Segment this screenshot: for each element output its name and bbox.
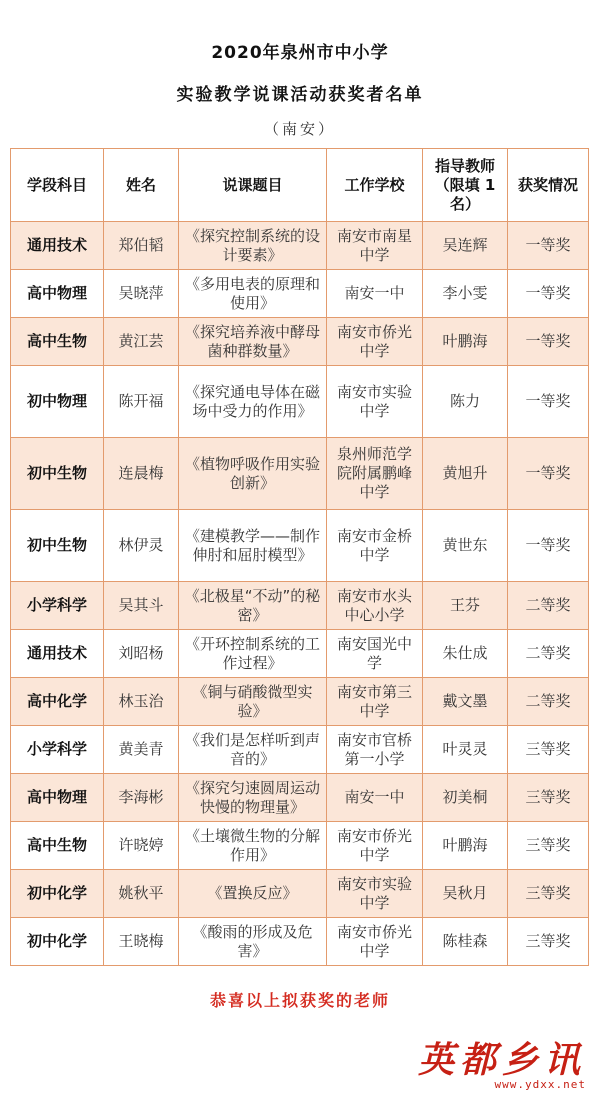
- cell-teacher: 吴秋月: [423, 870, 508, 918]
- table-row: [11, 366, 589, 438]
- cell-school: 南安市南星中学: [327, 222, 423, 270]
- cell-award: 三等奖: [508, 726, 589, 774]
- cell-subject: 通用技术: [11, 630, 104, 678]
- cell-topic: 《探究培养液中酵母菌种群数量》: [179, 318, 327, 366]
- page-title: 2020年泉州市中小学: [211, 43, 389, 63]
- cell-subject: 初中物理: [11, 366, 104, 438]
- cell-subject: 初中化学: [11, 918, 104, 966]
- cell-topic: 《探究控制系统的设计要素》: [179, 222, 327, 270]
- cell-name: 王晓梅: [104, 918, 179, 966]
- cell-award: 三等奖: [508, 870, 589, 918]
- cell-topic: 《北极星“不动”的秘密》: [179, 582, 327, 630]
- cell-subject: 小学科学: [11, 582, 104, 630]
- cell-school: 泉州师范学院附属鹏峰中学: [327, 438, 423, 510]
- cell-topic: 《探究匀速圆周运动快慢的物理量》: [179, 774, 327, 822]
- cell-school: 南安市侨光中学: [327, 822, 423, 870]
- cell-topic: 《建模教学——制作伸肘和屈肘模型》: [179, 510, 327, 582]
- table-row: [11, 918, 589, 966]
- cell-topic: 《开环控制系统的工作过程》: [179, 630, 327, 678]
- cell-teacher: 黄世东: [423, 510, 508, 582]
- cell-teacher: 朱仕成: [423, 630, 508, 678]
- cell-subject: 初中化学: [11, 870, 104, 918]
- cell-award: 二等奖: [508, 630, 589, 678]
- cell-name: 郑伯韬: [104, 222, 179, 270]
- cell-name: 姚秋平: [104, 870, 179, 918]
- cell-teacher: 初美桐: [423, 774, 508, 822]
- cell-award: 二等奖: [508, 582, 589, 630]
- cell-topic: 《酸雨的形成及危害》: [179, 918, 327, 966]
- cell-school: 南安国光中学: [327, 630, 423, 678]
- table-row: [11, 678, 589, 726]
- cell-topic: 《植物呼吸作用实验创新》: [179, 438, 327, 510]
- table-row: [11, 870, 589, 918]
- cell-award: 一等奖: [508, 318, 589, 366]
- cell-school: 南安市金桥中学: [327, 510, 423, 582]
- cell-school: 南安市侨光中学: [327, 918, 423, 966]
- cell-topic: 《我们是怎样听到声音的》: [179, 726, 327, 774]
- cell-teacher: 叶鹏海: [423, 822, 508, 870]
- cell-topic: 《土壤微生物的分解作用》: [179, 822, 327, 870]
- table-row: [11, 318, 589, 366]
- cell-subject: 高中物理: [11, 270, 104, 318]
- cell-teacher: 吴连辉: [423, 222, 508, 270]
- cell-school: 南安市水头中心小学: [327, 582, 423, 630]
- cell-teacher: 李小雯: [423, 270, 508, 318]
- column-header: 学段科目: [11, 149, 104, 222]
- cell-topic: 《铜与硝酸微型实验》: [179, 678, 327, 726]
- cell-award: 三等奖: [508, 822, 589, 870]
- cell-subject: 高中生物: [11, 822, 104, 870]
- cell-name: 连晨梅: [104, 438, 179, 510]
- cell-teacher: 陈桂森: [423, 918, 508, 966]
- cell-name: 许晓婷: [104, 822, 179, 870]
- table-row: [11, 510, 589, 582]
- cell-teacher: 叶鹏海: [423, 318, 508, 366]
- page-heading: 实验教学说课活动获奖者名单: [176, 85, 424, 105]
- cell-name: 林玉治: [104, 678, 179, 726]
- page-subtitle: （南安）: [263, 120, 336, 138]
- column-header: 指导教师（限填 1 名）: [423, 149, 508, 222]
- cell-teacher: 黄旭升: [423, 438, 508, 510]
- cell-school: 南安市第三中学: [327, 678, 423, 726]
- column-header: 工作学校: [327, 149, 423, 222]
- cell-school: 南安市官桥第一小学: [327, 726, 423, 774]
- cell-subject: 高中物理: [11, 774, 104, 822]
- table-row: [11, 774, 589, 822]
- cell-teacher: 陈力: [423, 366, 508, 438]
- cell-award: 一等奖: [508, 270, 589, 318]
- cell-name: 黄江芸: [104, 318, 179, 366]
- table-row: [11, 222, 589, 270]
- cell-school: 南安一中: [327, 774, 423, 822]
- cell-name: 吴其斗: [104, 582, 179, 630]
- cell-subject: 小学科学: [11, 726, 104, 774]
- cell-award: 一等奖: [508, 366, 589, 438]
- cell-name: 李海彬: [104, 774, 179, 822]
- site-logo: [417, 1032, 586, 1092]
- cell-name: 陈开福: [104, 366, 179, 438]
- cell-name: 林伊灵: [104, 510, 179, 582]
- cell-school: 南安市实验中学: [327, 366, 423, 438]
- cell-subject: 初中生物: [11, 438, 104, 510]
- cell-teacher: 王芬: [423, 582, 508, 630]
- cell-teacher: 叶灵灵: [423, 726, 508, 774]
- logo-text: 英都乡讯: [417, 1039, 586, 1081]
- cell-award: 二等奖: [508, 678, 589, 726]
- cell-school: 南安市侨光中学: [327, 318, 423, 366]
- logo-url: www.ydxx.net: [494, 1078, 586, 1091]
- cell-award: 一等奖: [508, 510, 589, 582]
- cell-name: 吴晓萍: [104, 270, 179, 318]
- cell-award: 三等奖: [508, 918, 589, 966]
- cell-school: 南安一中: [327, 270, 423, 318]
- cell-name: 黄美青: [104, 726, 179, 774]
- cell-topic: 《置换反应》: [179, 870, 327, 918]
- cell-subject: 高中生物: [11, 318, 104, 366]
- cell-topic: 《多用电表的原理和使用》: [179, 270, 327, 318]
- table-row: [11, 726, 589, 774]
- table-row: [11, 630, 589, 678]
- column-header: 说课题目: [179, 149, 327, 222]
- cell-subject: 初中生物: [11, 510, 104, 582]
- table-row: [11, 438, 589, 510]
- cell-award: 一等奖: [508, 438, 589, 510]
- cell-award: 三等奖: [508, 774, 589, 822]
- table-row: [11, 270, 589, 318]
- table-row: [11, 822, 589, 870]
- congratulations-text: 恭喜以上拟获奖的老师: [209, 991, 390, 1010]
- table-header-row: [11, 149, 589, 222]
- cell-subject: 高中化学: [11, 678, 104, 726]
- column-header: 姓名: [104, 149, 179, 222]
- table-row: [11, 582, 589, 630]
- column-header: 获奖情况: [508, 149, 589, 222]
- cell-award: 一等奖: [508, 222, 589, 270]
- cell-topic: 《探究通电导体在磁场中受力的作用》: [179, 366, 327, 438]
- cell-school: 南安市实验中学: [327, 870, 423, 918]
- cell-teacher: 戴文墨: [423, 678, 508, 726]
- awards-table: [10, 148, 589, 966]
- cell-name: 刘昭杨: [104, 630, 179, 678]
- cell-subject: 通用技术: [11, 222, 104, 270]
